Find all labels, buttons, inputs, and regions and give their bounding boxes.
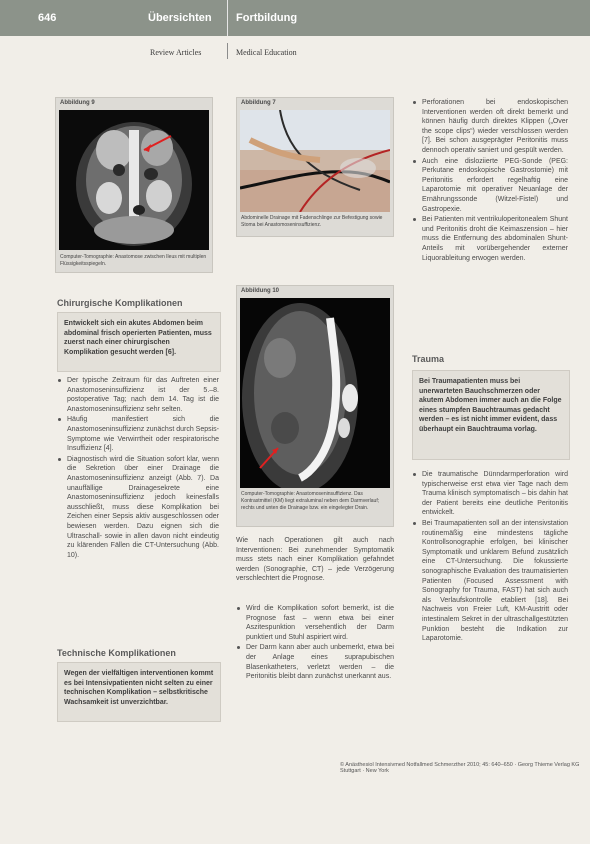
col2-paragraph: Wie nach Operationen gilt auch nach Interventionen: Bei zunehmender Symptomatik muss stets nach einer Komplikation gefahndet werden (Sonographie, CT) – jede Verzögerung verschlechtert die Prognose. bbox=[236, 537, 394, 583]
figure-10-caption: Computer-Tomographie: Anastomoseninsuffizienz. Das Kontrastmittel (KM) liegt extraluminal neben dem Darmverlauf; rechts und unten die Drainage bzw. ein eingelegter Drain. bbox=[241, 491, 380, 511]
subheader-review-articles: Review Articles bbox=[150, 48, 202, 57]
list-item: Perforationen bei endoskopischen Interventionen werden oft direkt bemerkt und können häufig durch direktes Klippen („Over the scope clips“) wieder verschlossen werden [7]. Bei schon ausgeprägter Peritonitis muss dennoch operativ saniert und gespült werden. bbox=[412, 98, 568, 156]
figure-7-photo bbox=[240, 110, 390, 212]
figure-10-label: Abbildung 10 bbox=[241, 288, 279, 294]
summary-box-technische bbox=[57, 662, 221, 722]
col3-bullet-list-2 bbox=[412, 470, 568, 645]
figure-10 bbox=[236, 285, 394, 527]
list-item: Bei Patienten mit ventrikuloperitonealem Shunt und Peritonitis droht die Keimaszension – hier muss die Entfernung des abdominalen Shunt-Anteils mit vorübergehender externer Liquorableitung erwogen werden. bbox=[412, 215, 568, 263]
col1-bullet-list bbox=[57, 376, 219, 561]
figure-7-label: Abbildung 7 bbox=[241, 100, 276, 106]
drainage-photo-drawing bbox=[240, 110, 390, 212]
subheader-medical-education: Medical Education bbox=[236, 48, 297, 57]
bullet-icon bbox=[58, 458, 61, 461]
figure-9-caption: Computer-Tomographie: Anastomose zwischen Ileus mit multiplen Flüssigkeitsspiegeln. bbox=[60, 254, 207, 267]
heading-chirurgische-komplikationen: Chirurgische Komplikationen bbox=[57, 298, 183, 308]
footer-copyright: © Anästhesiol Intensivmed Notfallmed Schmerzther 2010; 45: 640–650 · Georg Thieme Verlag KG Stuttgart · New York bbox=[340, 762, 580, 774]
heading-technische-komplikationen: Technische Komplikationen bbox=[57, 648, 176, 658]
summary-box-technische-text: Wegen der vielfältigen interventionen kommt es bei Intensivpatienten nicht selten zu einer technischen Komplikation – selbstkritische Wachsamkeit ist unverzichtbar. bbox=[64, 670, 214, 706]
list-item: Bei Traumapatienten soll an der intensivstation routinemäßig eine mindestens tägliche Kontrollsonographie erfolgen, bei klinischer Symptomatik und unklarem Befund zusätzlich eine CT-Untersuchung. Die fokussierte sonographische Evaluation des traumatisierten Patienten (Focused Assessment with Sonography for Trauma, FAST) hat sich auch als Verlaufskontrolle etabliert [18]. Bei Nachweis von Freier Luft, KM-Austritt oder intestinalem Sekret in der ultraschallgestützten Punktion besteht die Indikation zur Laparotomie. bbox=[412, 519, 568, 644]
section-title: Übersichten bbox=[148, 12, 212, 24]
list-item: Der Darm kann aber auch unbemerkt, etwa bei der Anlage eines suprapubischen Blasenkatheters, verletzt werden – die Peritonitis bleibt dann zunächst unerkannt aus. bbox=[236, 643, 394, 681]
figure-9-ct-image bbox=[59, 110, 209, 250]
summary-box-trauma-text: Bei Traumapatienten muss bei unerwarteten Bauchschmerzen oder akutem Abdomen immer auch an die Folge eines stumpfen Bauchtraumas gedacht werden – es ist nicht immer evident, dass überhaupt ein Bauchtrauma vorlag. bbox=[419, 378, 562, 433]
bullet-icon bbox=[237, 607, 240, 610]
list-item: Die traumatische Dünndarmperforation wird typischerweise erst etwa vier Tage nach dem Trauma klinisch symptomatisch – bis dahin hat der Patient bereits eine deutliche Peritonitis entwickelt. bbox=[412, 470, 568, 518]
figure-7 bbox=[236, 97, 394, 237]
heading-trauma: Trauma bbox=[412, 354, 445, 364]
header-divider bbox=[227, 0, 228, 36]
list-item: Wird die Komplikation sofort bemerkt, ist die Prognose fast – wenn etwa bei einer Aszitespunktion versehentlich der Darm punktiert und Stuhl aspiriert wird. bbox=[236, 604, 394, 642]
bullet-icon bbox=[413, 101, 416, 104]
ct-scan-10-drawing bbox=[240, 298, 390, 488]
figure-7-caption: Abdominelle Drainage mit Fadenschlinge zur Befestigung sowie Stoma bei Anastomoseninsuffizienz. bbox=[241, 215, 383, 228]
bullet-icon bbox=[237, 646, 240, 649]
ct-scan-drawing bbox=[59, 110, 209, 250]
list-item: Auch eine disloziierte PEG-Sonde (PEG: Perkutane endoskopische Gastrostomie) mit Peritonitis erfordert regelhaftig eine Laparotomie mit operativer Neuanlage der Ernährungssonde (Witzel-Fistel) und Gastropexie. bbox=[412, 157, 568, 215]
figure-9 bbox=[55, 97, 213, 273]
bullet-icon bbox=[413, 473, 416, 476]
list-item: Der typische Zeitraum für das Auftreten einer Anastomoseninsuffizienz ist der 5.–8. postoperative Tag; nach dem 14. Tag ist die Anastomoseninsuffizienz sehr selten. bbox=[57, 376, 219, 414]
bullet-icon bbox=[413, 218, 416, 221]
topic-title: Fortbildung bbox=[236, 12, 298, 24]
bullet-icon bbox=[413, 160, 416, 163]
figure-10-ct-image bbox=[240, 298, 390, 488]
col2-bullet-list bbox=[236, 604, 394, 683]
subheader-divider bbox=[227, 43, 228, 59]
bullet-icon bbox=[413, 522, 416, 525]
list-item: Diagnostisch wird die Situation sofort klar, wenn die Sekretion über einer Drainage die Anastomoseninsuffizienz anzeigt (Abb. 7). Da unauffällige Drainagesekrete eine Anastomoseninsuffizienz jedoch keinesfalls ausschließt, muss diese Komplikation bei Zeichen einer Sepsis aktiv ausgeschlossen oder bewiesen werden. Dazu eignen sich die Ultraschall- sowie in allen davon nicht eindeutig zu klärenden Fällen die CT-Untersuchung (Abb. 10). bbox=[57, 455, 219, 561]
summary-box-chirurgische bbox=[57, 312, 221, 372]
figure-9-label: Abbildung 9 bbox=[60, 100, 95, 106]
col3-bullet-list bbox=[412, 98, 568, 264]
summary-box-chirurgische-text: Entwickelt sich ein akutes Abdomen beim abdominal frisch operierten Patienten, muss zuerst nach einer chirurgischen Komplikation gesucht werden [6]. bbox=[64, 320, 212, 356]
page-number: 646 bbox=[38, 12, 57, 24]
header-bar bbox=[0, 0, 590, 36]
bullet-icon bbox=[58, 379, 61, 382]
list-item: Häufig manifestiert sich die Anastomoseninsuffizienz zunächst durch Sepsis-Symptome wie Verwirrtheit oder respiratorische Insuffizienz [4]. bbox=[57, 415, 219, 453]
summary-box-trauma bbox=[412, 370, 570, 460]
bullet-icon bbox=[58, 418, 61, 421]
